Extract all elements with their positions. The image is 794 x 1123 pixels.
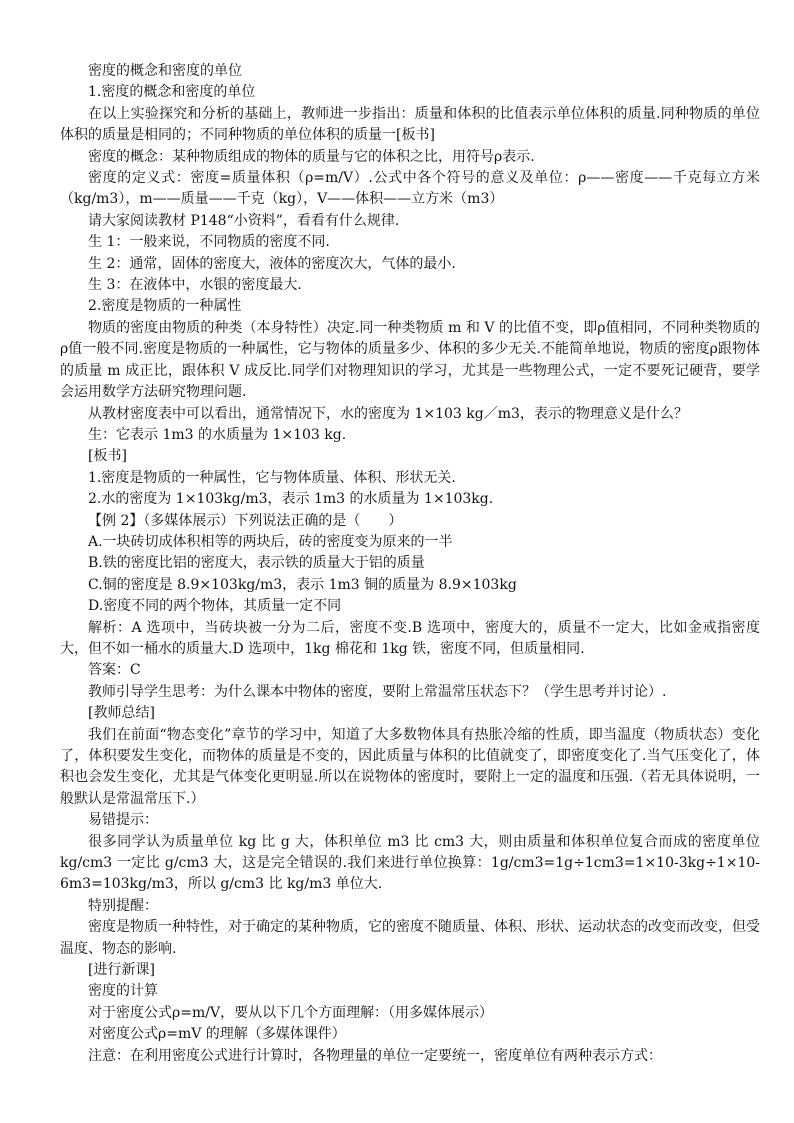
paragraph: 密度的定义式：密度=质量体积（ρ=m/V）.公式中各个符号的意义及单位：ρ——密度——千克每立方米（kg/m3），m——质量——千克（kg），V——体积——立方米（m3）	[60, 170, 760, 208]
example-option: C.铜的密度是 8.9×103kg/m3，表示 1m3 铜的质量为 8.9×103kg	[88, 576, 517, 593]
document-body	[60, 61, 760, 1067]
student-answer: 生 3：在液体中，水银的密度最大.	[88, 277, 302, 294]
answer: 答案：C	[88, 662, 141, 679]
paragraph: 很多同学认为质量单位 kg 比 g 大，体积单位 m3 比 cm3 大，则由质量和体积单位复合而成的密度单位 kg/cm3 一定比 g/cm3 大，这是完全错误的.我们来进行单位换算：1g/cm3=1g÷1cm3=1×10-3kg÷1×10-6m3=103kg/m3，所以 g/cm3 比 kg/m3 单位大.	[60, 833, 760, 893]
paragraph: 注意：在利用密度公式进行计算时，各物理量的单位一定要统一，密度单位有两种表示方式：	[88, 1047, 662, 1064]
reminder-label: 特别提醒：	[88, 897, 158, 914]
paragraph: 请大家阅读教材 P148“小资料”，看看有什么规律.	[88, 212, 400, 229]
paragraph: 教师引导学生思考：为什么课本中物体的密度，要附上常温常压状态下？（学生思考并讨论）.	[88, 683, 667, 700]
subsection-heading: 1.密度的概念和密度的单位	[88, 84, 256, 101]
student-answer: 生 1：一般来说，不同物质的密度不同.	[88, 234, 330, 251]
board-note-item: 1.密度是物质的一种属性，它与物体质量、体积、形状无关.	[88, 469, 456, 486]
paragraph: 对于密度公式ρ=m/V，要从以下几个方面理解：（用多媒体展示）	[88, 1004, 494, 1021]
student-answer: 生 2：通常，固体的密度大，液体的密度次大，气体的最小.	[88, 255, 456, 272]
paragraph: 密度是物质一种特性，对于确定的某种物质，它的密度不随质量、体积、形状、运动状态的改变而改变，但受温度、物态的影响.	[60, 919, 760, 957]
paragraph: 从教材密度表中可以看出，通常情况下，水的密度为 1×103 kg／m3，表示的物理意义是什么？	[88, 405, 688, 422]
section-title: 密度的概念和密度的单位	[88, 63, 242, 79]
example-question: 【例 2】（多媒体展示）下列说法正确的是（ ）	[88, 512, 403, 529]
paragraph: 对密度公式ρ=mV 的理解（多媒体课件）	[88, 1026, 346, 1043]
student-answer: 生：它表示 1m3 的水质量为 1×103 kg.	[88, 426, 347, 443]
tip-label: 易错提示：	[88, 812, 158, 829]
subsection-heading: 密度的计算	[88, 983, 158, 1000]
board-note-item: 2.水的密度为 1×103kg/m3，表示 1m3 的水质量为 1×103kg.	[88, 491, 494, 508]
paragraph: 密度的概念：某种物质组成的物体的质量与它的体积之比，用符号ρ表示.	[88, 148, 535, 165]
paragraph: 物质的密度由物质的种类（本身特性）决定.同一种类物质 m 和 V 的比值不变，即ρ值相同，不同种类物质的ρ值一般不同.密度是物质的一种属性，它与物体的质量多少、体积的多少无关.不能简单地说，物质的密度ρ跟物体的质量 m 成正比，跟体积 V 成反比.同学们对物理知识的学习，尤其是一些物理公式，一定不要死记硬背，要学会运用数学方法研究物理问题.	[60, 319, 760, 401]
example-option: A.一块砖切成体积相等的两块后，砖的密度变为原来的一半	[88, 533, 453, 550]
teacher-summary-label: [教师总结]	[88, 705, 155, 722]
paragraph: 我们在前面“物态变化”章节的学习中，知道了大多数物体具有热胀冷缩的性质，即当温度（物质状态）变化了，体积要发生变化，而物体的质量是不变的，因此质量与体积的比值就变了，即密度变化了.当气压变化了，体积也会发生变化，尤其是气体变化更明显.所以在说物体的密度时，要附上一定的温度和压强.（若无具体说明，一般默认是常温常压下.）	[60, 726, 760, 807]
new-lesson-label: [进行新课]	[88, 962, 155, 979]
analysis: 解析：A 选项中，当砖块被一分为二后，密度不变.B 选项中，密度大的，质量不一定大，比如金戒指密度大，但不如一桶水的质量大.D 选项中，1kg 棉花和 1kg 铁，密度不同，但质量相同.	[60, 619, 760, 657]
paragraph: 在以上实验探究和分析的基础上，教师进一步指出：质量和体积的比值表示单位体积的质量.同种物质的单位体积的质量是相同的；不同种物质的单位体积的质量一[板书]	[60, 105, 760, 144]
subsection-heading: 2.密度是物质的一种属性	[88, 298, 242, 315]
board-note-label: [板书]	[88, 448, 127, 465]
example-option: B.铁的密度比铝的密度大，表示铁的质量大于铝的质量	[88, 555, 425, 572]
example-option: D.密度不同的两个物体，其质量一定不同	[88, 598, 342, 615]
